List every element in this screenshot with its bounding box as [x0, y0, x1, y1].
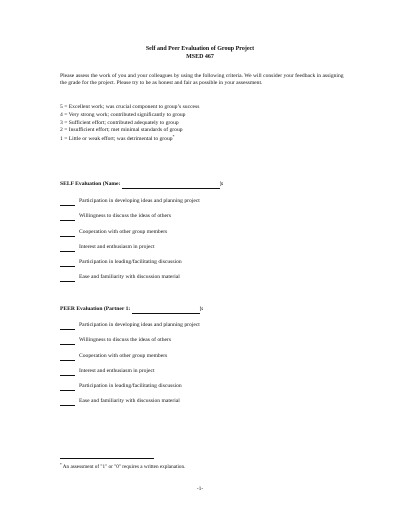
rating-blank[interactable] [60, 259, 75, 267]
footnote-marker: * [60, 463, 62, 467]
scale-row-5 [60, 104, 350, 112]
criterion-label: Participation in developing ideas and planning project [79, 322, 200, 328]
rating-blank[interactable] [60, 337, 75, 345]
list-item [60, 274, 350, 289]
rating-blank[interactable] [60, 322, 75, 330]
criterion-label: Ease and familiarity with discussion material [79, 398, 180, 405]
page-number: -1- [196, 486, 204, 492]
footnote-text: An assessment of "1" or "0" requires a written explanation. [61, 464, 186, 470]
rating-blank[interactable] [60, 398, 75, 406]
self-heading-label: SELF Evaluation (Name: [60, 181, 121, 187]
list-item [60, 322, 350, 337]
rating-blank[interactable] [60, 213, 75, 221]
list-item [60, 259, 350, 274]
scale-label: 5 = Excellent work; was crucial component to group’s success [60, 104, 200, 110]
scale-label: 2 = Insufficient effort; met minimal standards of group [60, 127, 183, 134]
criterion-label: Willingness to discuss the ideas of others [79, 337, 172, 344]
criterion-label: Willingness to discuss the ideas of others [79, 213, 172, 220]
criterion-label: Participation in leading/facilitating discussion [79, 259, 182, 266]
criterion-label: Cooperation with other group members [79, 352, 168, 359]
peer-heading-suffix: ): [199, 306, 204, 312]
list-item [60, 368, 350, 383]
footnote [60, 463, 185, 471]
partner-name-field[interactable] [132, 306, 200, 314]
title-line-2: MSED 467 [186, 53, 214, 60]
list-item [60, 353, 350, 368]
peer-heading-label: PEER Evaluation (Partner 1: [60, 306, 131, 312]
rating-blank[interactable] [60, 229, 75, 237]
criterion-label: Interest and enthusiasm in project [79, 243, 155, 250]
list-item [60, 244, 350, 259]
footnote-divider [60, 458, 154, 459]
rating-blank[interactable] [60, 353, 75, 361]
title-line-1: Self and Peer Evaluation of Group Project [145, 46, 255, 52]
self-name-field[interactable] [122, 181, 220, 189]
list-item [60, 229, 350, 244]
scale-label: 3 = Sufficient effort; contributed adequately to group [60, 119, 179, 126]
peer-evaluation-heading [60, 306, 203, 314]
rating-blank[interactable] [60, 198, 75, 206]
rating-blank[interactable] [60, 383, 75, 391]
scale-row-1 [60, 135, 350, 143]
scale-label: 1 = Little or weak effort; was detrimental to group [60, 136, 173, 143]
instructions-text: Please assess the work of you and your colleagues by using the following criteria. We will consider your feedback in assigning the grade for the project. Please try to be as honest and fair as possible in your assessment. [60, 73, 344, 86]
rating-blank[interactable] [60, 368, 75, 376]
scale-row-4 [60, 112, 350, 120]
rating-scale [60, 104, 350, 143]
criterion-label: Interest and enthusiasm in project [79, 367, 155, 374]
criterion-label: Ease and familiarity with discussion material [79, 274, 180, 281]
peer-criteria-list [60, 322, 350, 414]
list-item [60, 337, 350, 352]
document-title [0, 46, 400, 62]
criterion-label: Participation in leading/facilitating discussion [79, 383, 182, 390]
rating-blank[interactable] [60, 244, 75, 252]
scale-row-2 [60, 127, 350, 135]
self-criteria-list [60, 198, 350, 290]
self-heading-suffix: ): [219, 181, 224, 187]
instructions [60, 73, 346, 87]
list-item [60, 398, 350, 413]
scale-label: 4 = Very strong work; contributed significantly to group [60, 111, 186, 118]
footnote-marker: * [172, 135, 175, 140]
list-item [60, 383, 350, 398]
rating-blank[interactable] [60, 274, 75, 282]
criterion-label: Participation in developing ideas and planning project [79, 198, 200, 204]
criterion-label: Cooperation with other group members [79, 228, 168, 235]
list-item [60, 213, 350, 228]
self-evaluation-heading [60, 181, 224, 189]
list-item [60, 198, 350, 213]
